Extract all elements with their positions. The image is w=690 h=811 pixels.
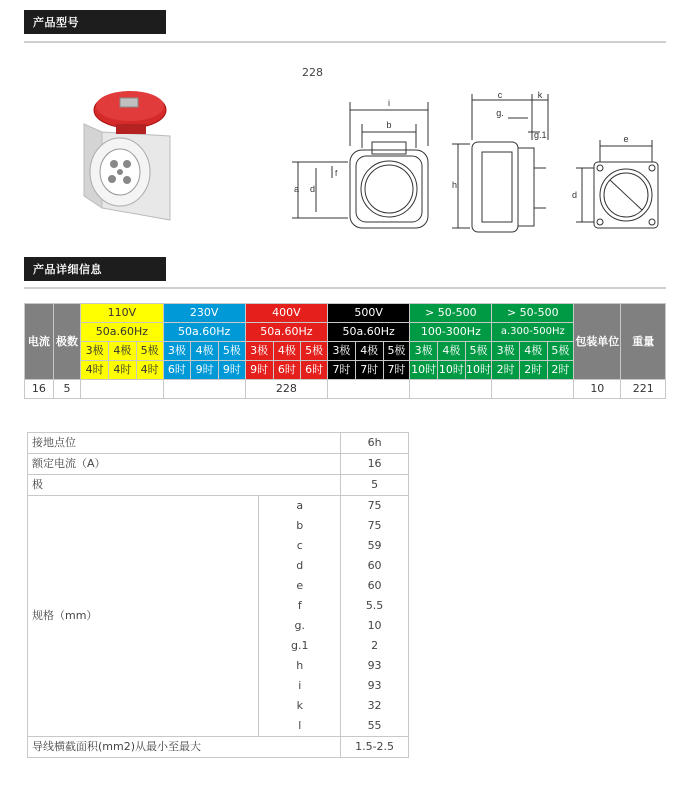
label-b: b bbox=[386, 120, 392, 130]
voltage-50-500-a: > 50-500 bbox=[410, 304, 492, 323]
section-title: 产品详细信息 bbox=[33, 263, 102, 276]
table-cell bbox=[410, 380, 492, 399]
label-k: k bbox=[537, 90, 543, 100]
dim-key: d bbox=[259, 556, 341, 576]
hour-cell: 10时 bbox=[438, 361, 466, 380]
hour-cell: 4时 bbox=[109, 361, 137, 380]
pole-5: 5极 bbox=[219, 342, 246, 361]
dim-key: l bbox=[259, 716, 341, 737]
divider bbox=[24, 287, 666, 289]
data-current: 16 bbox=[25, 380, 54, 399]
row-label: 接地点位 bbox=[28, 433, 341, 454]
row-label: 极 bbox=[28, 475, 341, 496]
dim-value: 32 bbox=[341, 696, 409, 716]
header-poles: 极数 bbox=[53, 304, 81, 380]
dim-value: 10 bbox=[341, 616, 409, 636]
freq-100-300: 100-300Hz bbox=[410, 323, 492, 342]
row-value: 6h bbox=[341, 433, 409, 454]
product-image bbox=[72, 84, 182, 224]
data-weight: 221 bbox=[621, 380, 666, 399]
pole-3: 3极 bbox=[163, 342, 191, 361]
dim-value: 59 bbox=[341, 536, 409, 556]
pole-3: 3极 bbox=[245, 342, 273, 361]
pole-3: 3极 bbox=[492, 342, 520, 361]
hour-cell: 7时 bbox=[383, 361, 410, 380]
data-poles: 5 bbox=[53, 380, 81, 399]
dim-key: f bbox=[259, 596, 341, 616]
freq-400v: 50a.60Hz bbox=[245, 323, 327, 342]
hour-cell: 6时 bbox=[301, 361, 328, 380]
side-view-drawing bbox=[442, 88, 562, 238]
label-d2: d bbox=[572, 190, 578, 200]
dim-value: 55 bbox=[341, 716, 409, 737]
pole-4: 4极 bbox=[191, 342, 219, 361]
label-a: a bbox=[294, 184, 300, 194]
dim-value: 5.5 bbox=[341, 596, 409, 616]
label-g1: g.1 bbox=[534, 130, 547, 140]
hour-cell: 9时 bbox=[191, 361, 219, 380]
pole-5: 5极 bbox=[383, 342, 410, 361]
data-model-code: 228 bbox=[245, 380, 327, 399]
dim-key: g. bbox=[259, 616, 341, 636]
voltage-400v: 400V bbox=[245, 304, 327, 323]
pole-4: 4极 bbox=[438, 342, 466, 361]
section-header-details bbox=[24, 257, 166, 281]
pole-5: 5极 bbox=[136, 342, 163, 361]
section-header-model bbox=[24, 10, 166, 34]
dim-value: 60 bbox=[341, 576, 409, 596]
pole-4: 4极 bbox=[355, 342, 383, 361]
dim-value: 60 bbox=[341, 556, 409, 576]
freq-110v: 50a.60Hz bbox=[81, 323, 163, 342]
pole-5: 5极 bbox=[547, 342, 574, 361]
dim-key: a bbox=[259, 496, 341, 517]
pole-4: 4极 bbox=[519, 342, 547, 361]
dim-key: b bbox=[259, 516, 341, 536]
hour-cell: 7时 bbox=[355, 361, 383, 380]
table-cell bbox=[328, 380, 410, 399]
dim-value: 75 bbox=[341, 496, 409, 517]
data-package: 10 bbox=[574, 380, 621, 399]
hour-cell: 9时 bbox=[245, 361, 273, 380]
pole-5: 5极 bbox=[301, 342, 328, 361]
dim-key: k bbox=[259, 696, 341, 716]
label-f: f bbox=[335, 169, 338, 178]
label-d: d bbox=[310, 184, 316, 194]
pole-3: 3极 bbox=[410, 342, 438, 361]
voltage-500v: 500V bbox=[328, 304, 410, 323]
header-current: 电流 bbox=[25, 304, 54, 380]
voltage-50-500-b: > 50-500 bbox=[492, 304, 574, 323]
dim-key: i bbox=[259, 676, 341, 696]
pole-5: 5极 bbox=[465, 342, 492, 361]
table-cell bbox=[492, 380, 574, 399]
dim-key: e bbox=[259, 576, 341, 596]
pole-4: 4极 bbox=[109, 342, 137, 361]
row-value: 5 bbox=[341, 475, 409, 496]
dim-value: 2 bbox=[341, 636, 409, 656]
label-c: c bbox=[497, 90, 503, 100]
header-weight: 重量 bbox=[621, 304, 666, 380]
dim-value: 93 bbox=[341, 656, 409, 676]
section-title: 产品型号 bbox=[33, 16, 79, 29]
detail-spec-table bbox=[27, 432, 409, 758]
hour-cell: 7时 bbox=[328, 361, 356, 380]
hour-cell: 2时 bbox=[492, 361, 520, 380]
hour-cell: 4时 bbox=[81, 361, 109, 380]
row-label: 额定电流（A） bbox=[28, 454, 341, 475]
pole-3: 3极 bbox=[328, 342, 356, 361]
front-view-drawing bbox=[286, 88, 436, 238]
voltage-spec-table bbox=[24, 303, 666, 399]
dim-value: 75 bbox=[341, 516, 409, 536]
divider bbox=[24, 41, 666, 43]
dim-key: c bbox=[259, 536, 341, 556]
mounting-view-drawing bbox=[566, 128, 666, 238]
hour-cell: 4时 bbox=[136, 361, 163, 380]
model-code: 228 bbox=[302, 66, 323, 79]
spec-label: 规格（mm） bbox=[28, 496, 259, 737]
freq-500v: 50a.60Hz bbox=[328, 323, 410, 342]
hour-cell: 9时 bbox=[219, 361, 246, 380]
dim-key: g.1 bbox=[259, 636, 341, 656]
label-i: i bbox=[388, 98, 390, 108]
row-value: 16 bbox=[341, 454, 409, 475]
label-g: g. bbox=[496, 108, 504, 118]
freq-230v: 50a.60Hz bbox=[163, 323, 245, 342]
hour-cell: 10时 bbox=[410, 361, 438, 380]
pole-3: 3极 bbox=[81, 342, 109, 361]
label-h: h bbox=[452, 180, 458, 190]
hour-cell: 2时 bbox=[547, 361, 574, 380]
wire-value: 1.5-2.5 bbox=[341, 737, 409, 758]
dim-key: h bbox=[259, 656, 341, 676]
dim-value: 93 bbox=[341, 676, 409, 696]
hour-cell: 10时 bbox=[465, 361, 492, 380]
pole-4: 4极 bbox=[273, 342, 301, 361]
voltage-110v: 110V bbox=[81, 304, 163, 323]
label-e: e bbox=[623, 134, 629, 144]
hour-cell: 6时 bbox=[163, 361, 191, 380]
freq-300-500: a.300-500Hz bbox=[492, 323, 574, 342]
table-cell bbox=[81, 380, 163, 399]
wire-label: 导线横截面积(mm2)从最小至最大 bbox=[28, 737, 341, 758]
hour-cell: 2时 bbox=[519, 361, 547, 380]
header-package: 包装单位 bbox=[574, 304, 621, 380]
table-cell bbox=[163, 380, 245, 399]
voltage-230v: 230V bbox=[163, 304, 245, 323]
hour-cell: 6时 bbox=[273, 361, 301, 380]
